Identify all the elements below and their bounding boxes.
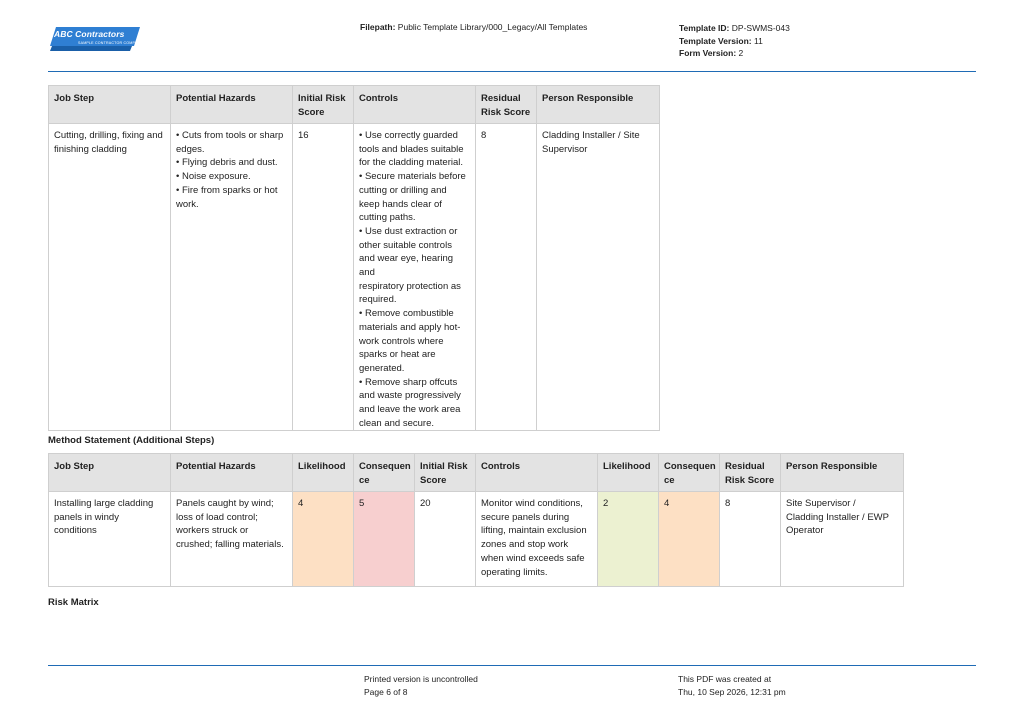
created-timestamp: Thu, 10 Sep 2026, 12:31 pm [678,686,786,697]
template-version [679,35,790,48]
method-statement-table [48,453,904,587]
text-line: Installing large cladding [54,498,154,509]
cell-person-responsible [781,492,904,587]
text-line: crushed; falling materials. [176,539,284,551]
company-logo [48,26,143,52]
template-info [679,22,790,60]
text-line: work controls where [359,335,444,347]
text-line: workers struck or [176,525,249,537]
text-line: generated. [359,362,405,374]
header-line: Initial Risk [298,93,346,104]
text-line: • Remove sharp offcuts [359,376,458,388]
text-line: panels in windy [54,511,119,523]
header-line: Score [298,106,325,118]
col-initial-risk-score [415,454,476,492]
header-line: Initial Risk [420,461,468,472]
table-header-row [49,86,660,124]
footer-right [678,673,786,698]
text-line: • Flying debris and dust. [176,157,278,169]
text-line: conditions [54,525,97,537]
cell-hazards [171,124,293,431]
text-line: other suitable controls [359,239,452,251]
text-line: • Use dust extraction or [359,225,458,237]
header-line: ce [359,474,370,486]
text-line: • Cuts from tools or sharp [176,130,284,141]
method-statement-title: Method Statement (Additional Steps) [48,435,215,446]
col-initial-risk-score [293,86,354,124]
text-line: materials and apply hot- [359,321,461,333]
text-line: respiratory protection as [359,280,461,292]
text-line: operating limits. [481,566,548,578]
text-line: Monitor wind conditions, [481,498,583,509]
template-id-value: DP-SWMS-043 [731,23,790,33]
created-label: This PDF was created at [678,674,772,684]
header-divider [48,71,976,72]
text-line: • Secure materials before [359,171,466,183]
col-likelihood: Likelihood [293,454,354,492]
template-version-label: Template Version: [679,35,752,46]
header-line: Residual [481,93,521,104]
risk-matrix-title: Risk Matrix [48,597,99,608]
cell-initial-risk-score: 16 [293,124,354,431]
cell-hazards [171,492,293,587]
swms-table [48,85,660,431]
page-number: Page 6 of 8 [364,686,408,697]
text-line: clean and secure. [359,417,434,429]
text-line: cutting or drilling and [359,184,447,196]
text-line: finishing cladding [54,143,127,155]
col-person-responsible: Person Responsible [781,454,904,492]
text-line: • Remove combustible [359,308,454,320]
col-job-step: Job Step [49,454,171,492]
col-consequence [354,454,415,492]
footer-center [364,673,478,698]
cell-residual-risk-score: 8 [720,492,781,587]
filepath-label: Filepath: [360,22,396,32]
col-controls: Controls [476,454,598,492]
cell-initial-risk-score: 20 [415,492,476,587]
cell-consequence: 5 [354,492,415,587]
cell-residual-consequence: 4 [659,492,720,587]
template-id-label: Template ID: [679,23,730,33]
cell-residual-likelihood: 2 [598,492,659,587]
text-line: Cutting, drilling, fixing and [54,130,163,141]
logo-text: ABC Contractors [54,29,125,39]
uncontrolled-notice: Printed version is uncontrolled [364,674,478,684]
text-line: Operator [786,525,824,537]
text-line: edges. [176,143,205,155]
col-job-step: Job Step [49,86,171,124]
text-line: Site Supervisor / [786,498,856,509]
table-row [49,492,904,587]
header-line: Risk Score [725,474,775,486]
col-person-responsible: Person Responsible [537,86,660,124]
text-line: Cladding Installer / EWP [786,511,889,523]
header-line: ce [664,474,675,486]
text-line: work. [176,198,199,210]
col-residual-consequence [659,454,720,492]
text-line: • Noise exposure. [176,171,251,183]
text-line: • Use correctly guarded [359,130,458,141]
col-potential-hazards: Potential Hazards [171,454,293,492]
text-line: secure panels during [481,511,570,523]
text-line: for the cladding material. [359,157,464,169]
text-line: and leave the work area [359,404,461,416]
footer-divider [48,665,976,666]
header-line: Residual [725,461,765,472]
logo-subtext: SAMPLE CONTRACTOR COMPANY [78,41,143,45]
cell-job-step [49,124,171,431]
col-controls: Controls [354,86,476,124]
cell-controls [476,492,598,587]
text-line: cutting paths. [359,212,416,224]
text-line: Panels caught by wind; [176,498,274,509]
text-line: and waste progressively [359,390,461,402]
cell-likelihood: 4 [293,492,354,587]
filepath [360,22,587,32]
header-line: Score [420,474,447,486]
filepath-value: Public Template Library/000_Legacy/All Templates [397,22,588,32]
text-line: Supervisor [542,143,588,155]
col-residual-risk-score [720,454,781,492]
text-line: Cladding Installer / Site [542,130,640,141]
text-line: loss of load control; [176,511,258,523]
form-version-value: 2 [738,48,744,58]
cell-job-step [49,492,171,587]
text-line: required. [359,294,397,306]
template-version-value: 11 [753,35,763,46]
text-line: and wear eye, hearing and [359,253,454,279]
header-line: Risk Score [481,106,531,118]
header-line: Consequen [359,461,411,472]
col-residual-risk-score [476,86,537,124]
cell-controls [354,124,476,431]
col-residual-likelihood: Likelihood [598,454,659,492]
cell-person-responsible [537,124,660,431]
text-line: keep hands clear of [359,198,442,210]
cell-residual-risk-score: 8 [476,124,537,431]
template-id [679,22,790,35]
header-line: Consequen [664,461,716,472]
table-row [49,124,660,431]
form-version [679,47,790,60]
col-potential-hazards: Potential Hazards [171,86,293,124]
text-line: tools and blades suitable [359,143,464,155]
form-version-label: Form Version: [679,48,737,58]
text-line: • Fire from sparks or hot [176,184,278,196]
text-line: sparks or heat are [359,349,436,361]
text-line: when wind exceeds safe [481,552,585,564]
text-line: zones and stop work [481,539,569,551]
table-header-row [49,454,904,492]
text-line: lifting, maintain exclusion [481,525,587,537]
